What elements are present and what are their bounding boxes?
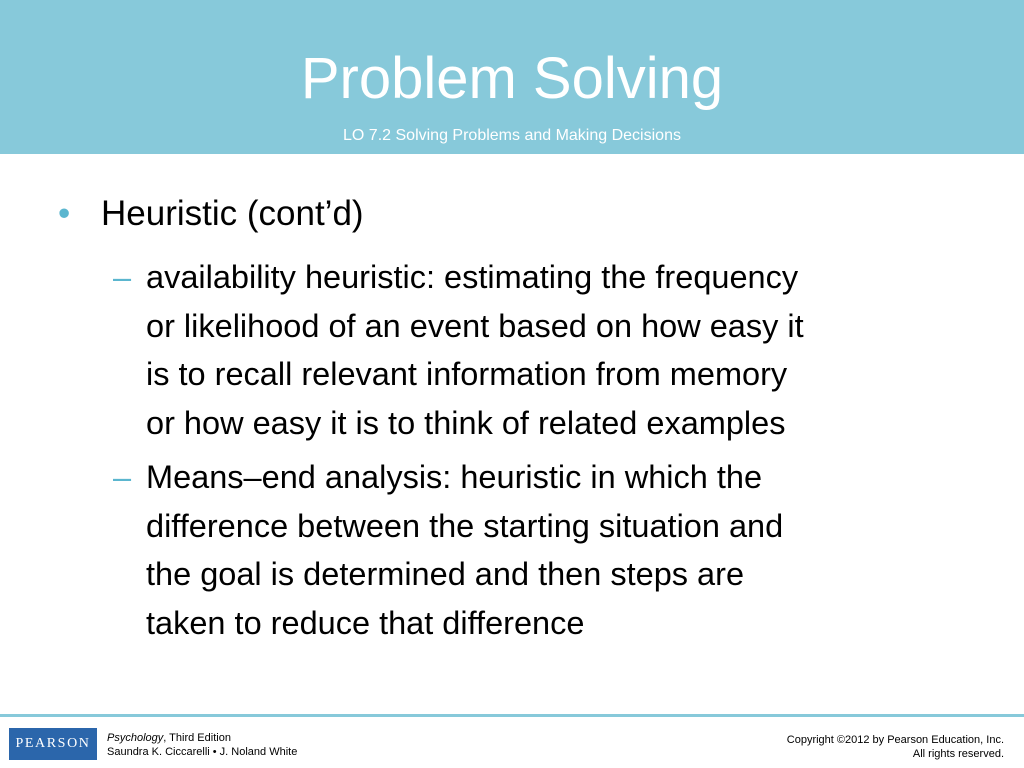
slide-subtitle: LO 7.2 Solving Problems and Making Decisions bbox=[343, 127, 681, 144]
bullet-heuristic-text: Heuristic (cont’d) bbox=[101, 194, 364, 233]
sub-bullet-line: taken to reduce that difference bbox=[146, 604, 585, 641]
sub-bullet-line: Means–end analysis: heuristic in which the bbox=[146, 459, 763, 495]
book-edition: , Third Edition bbox=[163, 732, 231, 744]
pearson-logo: PEARSON bbox=[9, 728, 97, 760]
slide-header bbox=[0, 0, 1024, 154]
bullet-dot-icon: • bbox=[58, 194, 71, 233]
sub-bullet-line: or likelihood of an event based on how easy it bbox=[146, 307, 804, 344]
book-title-line bbox=[107, 731, 297, 745]
book-authors: Saundra K. Ciccarelli • J. Noland White bbox=[107, 746, 298, 758]
dash-bullet-icon: – bbox=[113, 459, 132, 495]
sub-bullet-line: availability heuristic: estimating the frequency bbox=[146, 259, 799, 295]
sub-bullet-line: the goal is determined and then steps are bbox=[146, 556, 745, 592]
sub-bullet-line: is to recall relevant information from memory bbox=[146, 356, 788, 392]
footer-divider bbox=[0, 714, 1024, 717]
book-info bbox=[107, 731, 297, 759]
slide-title: Problem Solving bbox=[300, 46, 724, 111]
sub-bullet-line: or how easy it is to think of related examples bbox=[146, 404, 786, 441]
sub-bullet-line: difference between the starting situation and bbox=[146, 507, 784, 544]
copyright-notice bbox=[787, 733, 1004, 761]
rights-line: All rights reserved. bbox=[912, 748, 1004, 760]
book-title: Psychology bbox=[107, 732, 164, 744]
dash-bullet-icon: – bbox=[113, 259, 132, 295]
copyright-line: Copyright ©2012 by Pearson Education, Inc. bbox=[786, 734, 1004, 746]
